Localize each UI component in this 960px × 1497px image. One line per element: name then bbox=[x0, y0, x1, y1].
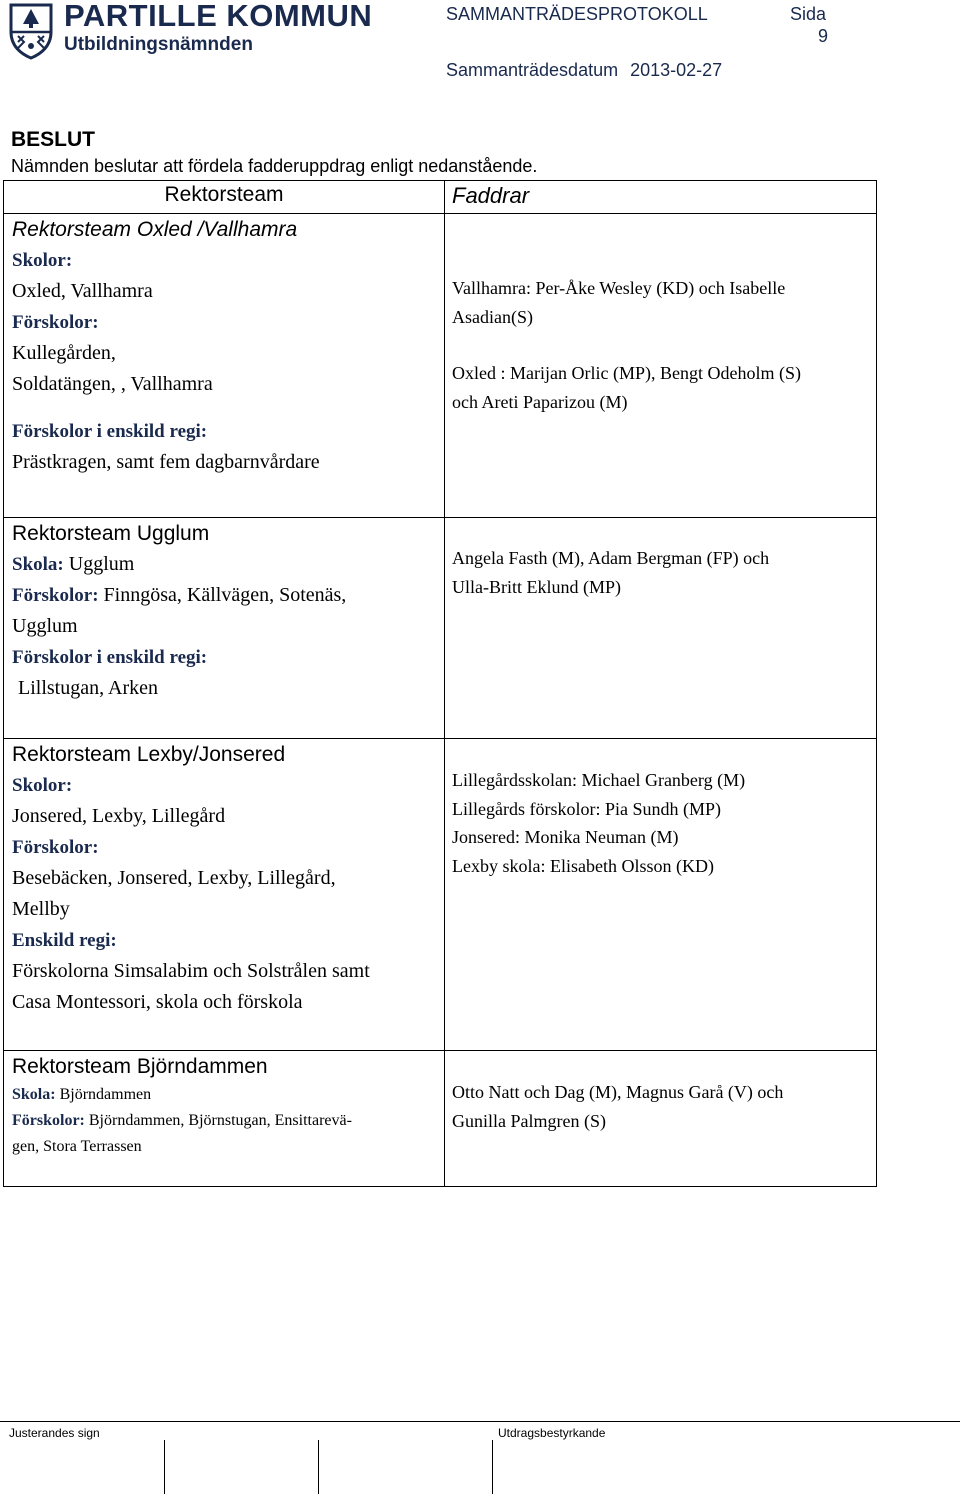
fadder-line: Lexby skola: Elisabeth Olsson (KD) bbox=[452, 855, 714, 876]
skolor-label: Skolor: bbox=[12, 775, 73, 796]
page-label: Sida bbox=[790, 4, 827, 24]
row-ugglum-left bbox=[4, 518, 445, 738]
fadder-line: Gunilla Palmgren (S) bbox=[452, 1110, 606, 1131]
fadder-line: Oxled : Marijan Orlic (MP), Bengt Odeholm (S) bbox=[452, 363, 801, 383]
fadder-line: Vallhamra: Per-Åke Wesley (KD) och Isabelle bbox=[452, 278, 786, 298]
decision-heading: BESLUT bbox=[11, 128, 95, 151]
enskild-regi-label: Förskolor i enskild regi: bbox=[12, 647, 208, 668]
skola-value: Björndammen bbox=[59, 1086, 152, 1103]
forskolor-label: Förskolor: bbox=[12, 837, 99, 858]
team-title: Rektorsteam Björndammen bbox=[12, 1055, 268, 1078]
forskolor-label: Förskolor: bbox=[12, 1112, 85, 1129]
signature-divider bbox=[318, 1440, 319, 1494]
team-title: Rektorsteam Lexby/Jonsered bbox=[12, 743, 286, 766]
fadder-line: Asadian(S) bbox=[452, 306, 533, 327]
page-number: 9 bbox=[818, 26, 829, 46]
enskild-regi-value: Prästkragen, samt fem dagbarnvårdare bbox=[12, 451, 320, 473]
forskolor-label: Förskolor: bbox=[12, 585, 99, 606]
forskolor-value: Besebäcken, Jonsered, Lexby, Lillegård, bbox=[12, 867, 336, 889]
enskild-regi-label: Enskild regi: bbox=[12, 930, 117, 951]
meeting-date-label: Sammanträdesdatum bbox=[446, 60, 619, 80]
sponsor-table bbox=[3, 180, 877, 1187]
skolor-label: Skolor: bbox=[12, 250, 73, 271]
forskolor-value: Kullegården, bbox=[12, 342, 116, 364]
row-oxled-vallhamra-left bbox=[4, 214, 445, 517]
forskolor-value: Mellby bbox=[12, 898, 70, 920]
skola-label: Skola: bbox=[12, 554, 64, 575]
skola-label: Skola: bbox=[12, 1086, 56, 1103]
forskolor-value: Finngösa, Källvägen, Sotenäs, bbox=[103, 584, 347, 606]
org-name: PARTILLE KOMMUN bbox=[64, 0, 373, 33]
column-header-rektorsteam: Rektorsteam bbox=[4, 181, 445, 213]
enskild-regi-value: Förskolorna Simsalabim och Solstrålen samt bbox=[12, 960, 370, 982]
table-row bbox=[4, 1050, 876, 1186]
forskolor-label: Förskolor: bbox=[12, 312, 99, 333]
fadder-line: Ulla-Britt Eklund (MP) bbox=[452, 576, 621, 597]
forskolor-value: Soldatängen, , Vallhamra bbox=[12, 373, 213, 395]
enskild-regi-label: Förskolor i enskild regi: bbox=[12, 421, 208, 442]
fadder-line: Lillegårds förskolor: Pia Sundh (MP) bbox=[452, 798, 721, 819]
enskild-regi-value: Lillstugan, Arken bbox=[18, 677, 158, 699]
meeting-date-line bbox=[446, 60, 722, 81]
signature-divider bbox=[164, 1440, 165, 1494]
signature-divider bbox=[492, 1440, 493, 1494]
footer bbox=[0, 1421, 960, 1497]
table-row bbox=[4, 517, 876, 738]
fadder-line: Otto Natt och Dag (M), Magnus Garå (V) och bbox=[452, 1082, 784, 1102]
skolor-value: Jonsered, Lexby, Lillegård bbox=[12, 805, 226, 827]
table-row bbox=[4, 738, 876, 1050]
team-title: Rektorsteam Ugglum bbox=[12, 522, 210, 545]
fadder-line: Angela Fasth (M), Adam Bergman (FP) och bbox=[452, 548, 770, 568]
fadder-line: Jonsered: Monika Neuman (M) bbox=[452, 827, 679, 847]
column-header-faddrar: Faddrar bbox=[452, 183, 530, 208]
enskild-regi-value: Casa Montessori, skola och förskola bbox=[12, 991, 303, 1013]
forskolor-value: gen, Stora Terrassen bbox=[12, 1138, 142, 1155]
table-row bbox=[4, 213, 876, 517]
justerandes-sign-label: Justerandes sign bbox=[9, 1426, 100, 1440]
org-subtitle: Utbildningsnämnden bbox=[64, 34, 253, 55]
partille-coat-of-arms-icon bbox=[8, 2, 54, 60]
table-header-row bbox=[4, 181, 876, 213]
row-bjorndammen-left bbox=[4, 1051, 445, 1186]
row-oxled-vallhamra-faddrar bbox=[445, 214, 876, 517]
forskolor-value: Ugglum bbox=[12, 615, 78, 637]
document-type: SAMMANTRÄDESPROTOKOLL bbox=[446, 4, 708, 24]
row-lexby-jonsered-left bbox=[4, 739, 445, 1050]
fadder-line: Lillegårdsskolan: Michael Granberg (M) bbox=[452, 770, 746, 790]
row-ugglum-faddrar bbox=[445, 518, 876, 738]
meeting-date: 2013-02-27 bbox=[630, 60, 723, 80]
team-title: Rektorsteam Oxled /Vallhamra bbox=[12, 218, 298, 241]
forskolor-value: Björndammen, Björnstugan, Ensittarevä- bbox=[88, 1112, 352, 1129]
decision-intro: Nämnden beslutar att fördela fadderuppdrag enligt nedanstående. bbox=[11, 156, 538, 176]
utdragsbestyrkande-label: Utdragsbestyrkande bbox=[498, 1426, 606, 1440]
row-bjorndammen-faddrar bbox=[445, 1051, 876, 1186]
fadder-line: och Areti Paparizou (M) bbox=[452, 391, 628, 412]
skolor-value: Oxled, Vallhamra bbox=[12, 280, 153, 302]
skola-value: Ugglum bbox=[68, 553, 135, 575]
row-lexby-jonsered-faddrar bbox=[445, 739, 876, 1050]
